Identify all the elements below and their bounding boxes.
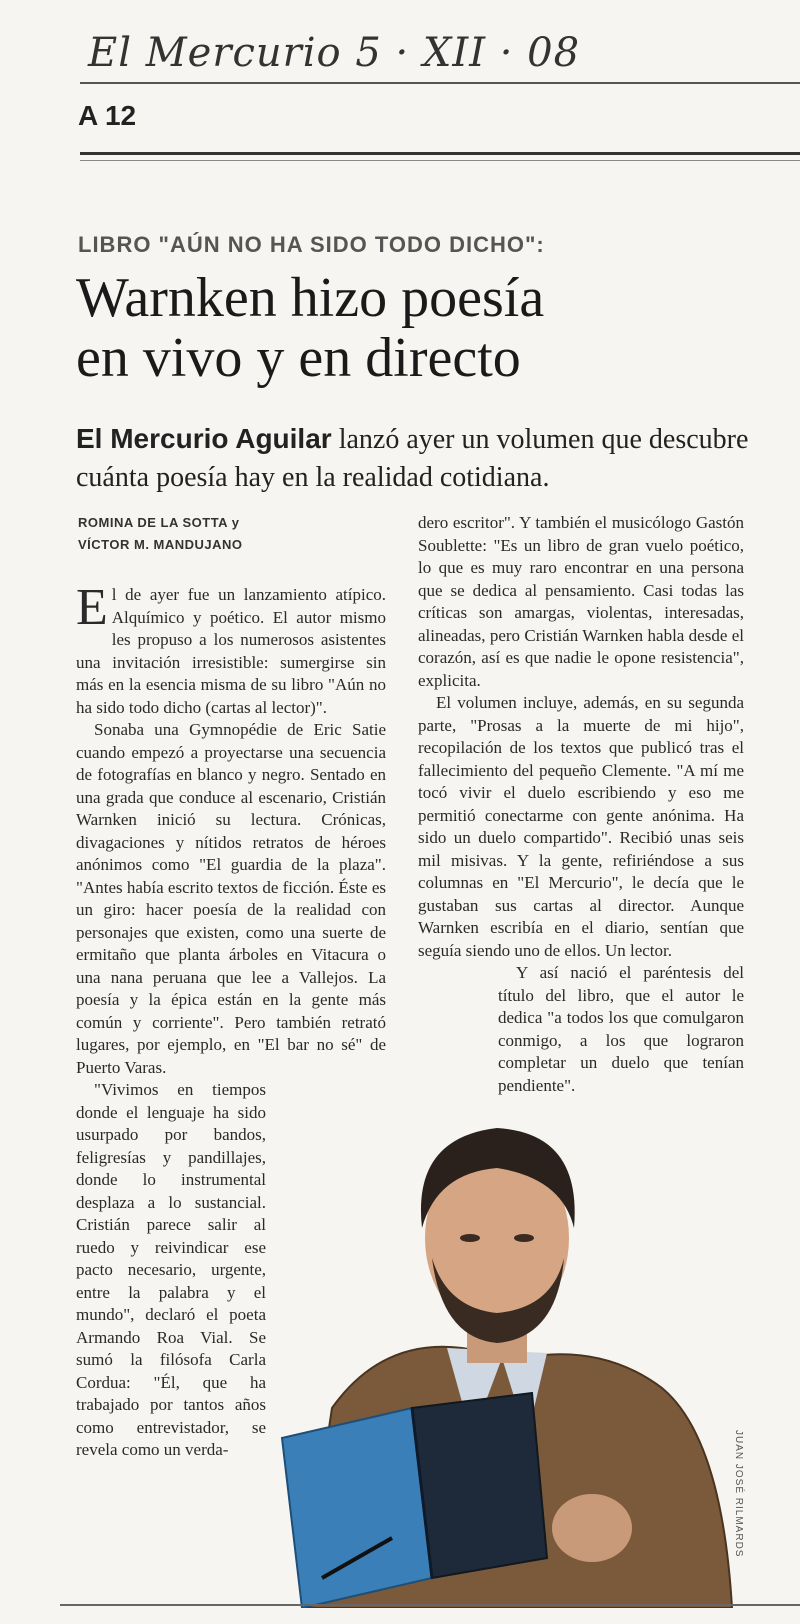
deck-publisher: El Mercurio Aguilar [76, 423, 332, 454]
article-kicker: LIBRO "AÚN NO HA SIDO TODO DICHO": [78, 232, 545, 257]
page-number: A 12 [78, 100, 137, 131]
headline-line-1: Warnken hizo poesía [76, 267, 545, 329]
paragraph: "Vivimos en tiempos donde el lenguaje ha sido usurpado por bandos, feligresías y pandillajes, donde lo instrumental desplaza a lo sustancial. Cristián parece salir al ruedo y reivindicar ese pacto necesario, urgente, entre la palabra y el mundo", declaró el poeta Armando Roa Vial. Se sumó la filósofa Carla Cordua: "Él, que ha trabajado por tantos años como entrevistador, se revela como un verda- [76, 1080, 266, 1459]
paragraph: Sonaba una Gymnopédie de Eric Satie cuando empezó a proyectarse una secuencia de fotografías en blanco y negro. Sentado en una grada que conduce al escenario, Cristián Warnken inició su lectura. Crónicas, divagaciones y nítidos retratos de héroes anónimos como "El guardia de la plaza". "Antes había escrito textos de ficción. Éste es un giro: hacer poesía de la realidad con personajes que existen, como una suerte de ermitaño que planta árboles en Vitacura o una nana peruana que lee a Vallejos. La poesía y la épica están en la gente más común y corriente". Pero también retrató lugares, por ejemplo, en "El bar no sé" de Puerto Varas. [76, 720, 387, 1077]
paragraph: Y así nació el paréntesis del título del libro, que el autor le dedica "a todos los que comulgaron conmigo, a los que lograron completar un duelo que tenían pendiente". [498, 963, 744, 1095]
byline-author-1: ROMINA DE LA SOTTA y [78, 515, 240, 530]
headline-line-2: en vivo y en directo [76, 327, 521, 389]
bottom-rule [60, 1604, 800, 1606]
body-column-2 [418, 512, 744, 1097]
author-photo [262, 1108, 750, 1608]
deck-text: lanzó ayer un volumen que descubre cuánta poesía hay en la realidad cotidiana. [76, 424, 749, 493]
article-deck [76, 420, 766, 497]
drop-cap: E [76, 579, 108, 636]
section-rule [80, 152, 800, 155]
section-rule-thin [80, 160, 800, 161]
photo-credit: JUAN JOSÉ RILMARDS [733, 1430, 744, 1558]
handwritten-masthead: El Mercurio 5 · XII · 08 [88, 30, 581, 76]
masthead-rule [80, 82, 800, 84]
byline [78, 512, 243, 556]
article-headline [76, 268, 776, 388]
paragraph: dero escritor". Y también el musicólogo Gastón Soublette: "Es un libro de gran vuelo poético, lo que es muy raro encontrar en una persona que se dedica al pensamiento. Casi todas las críticas son amargas, violentas, interesadas, alineadas, pero Cristián Warnken habla desde el corazón, así es que nadie le opone resistencia", explicita. [418, 513, 744, 690]
paragraph: El volumen incluye, además, en su segunda parte, "Prosas a la muerte de mi hijo", recopilación de los textos que publicó tras el fallecimiento del pequeño Clemente. "A mí me tocó vivir el duelo escribiendo y eso me permitió conectarme con gente anónima. Ha sido un duelo compartido". Recibió unas seis mil misivas. Y la gente, refiriéndose a sus columnas en "El Mercurio", le decía que le gustaban sus cartas al director. Aunque Warnken escribía en el diario, sentían que seguía siendo uno de ellos. Un lector. [418, 693, 744, 960]
byline-author-2: VÍCTOR M. MANDUJANO [78, 537, 243, 552]
paragraph: El de ayer fue un lanzamiento atípico. Alquímico y poético. El autor mismo les propuso a los numerosos asistentes una invitación irresistible: sumergirse sin más en la esencia misma de su libro "Aún no ha sido todo dicho (cartas al lector)". [76, 579, 386, 717]
